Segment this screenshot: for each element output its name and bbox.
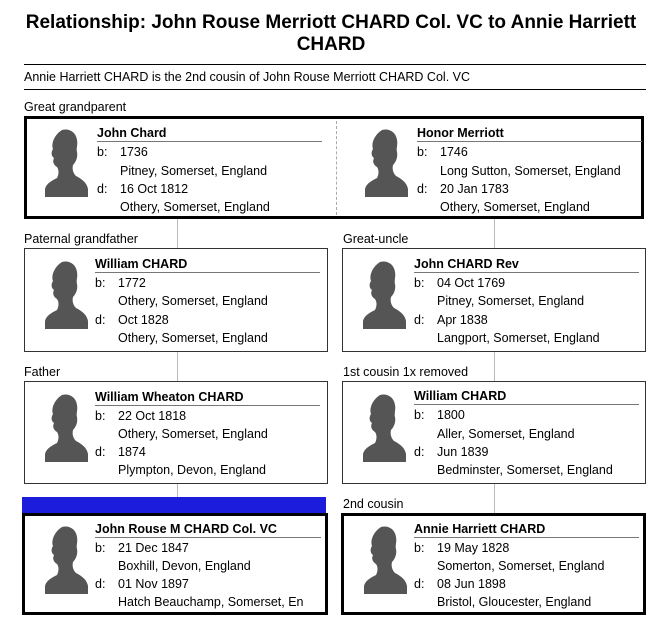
birth-date: 1772 (118, 276, 146, 290)
couple-divider (336, 121, 337, 215)
birth-date: 22 Oct 1818 (118, 409, 187, 423)
person-name[interactable]: John Chard (97, 126, 322, 142)
birth-date: 19 May 1828 (437, 541, 510, 555)
death-key: d: (95, 577, 106, 591)
person-card-william-chard-1800[interactable]: William CHARD b: 1800 Aller, Somerset, England d: Jun 1839 Bedminster, Somerset, England (342, 381, 646, 484)
death-key: d: (414, 577, 425, 591)
connector-ggp-right (494, 218, 495, 248)
relationship-summary: Annie Harriett CHARD is the 2nd cousin of John Rouse Merriott CHARD Col. VC (24, 70, 471, 84)
birth-key: b: (97, 145, 108, 159)
person-silhouette-icon (43, 127, 89, 197)
subtitle-rule-top (24, 64, 646, 65)
person-name[interactable]: Honor Merriott (417, 126, 642, 142)
birth-date: 1746 (440, 145, 468, 159)
death-key: d: (95, 313, 106, 327)
death-date: 16 Oct 1812 (120, 182, 189, 196)
birth-date: 1800 (437, 408, 465, 422)
person-card-john-rouse-chard[interactable]: John Rouse M CHARD Col. VC b: 21 Dec 1847 Boxhill, Devon, England d: 01 Nov 1897 Hatch Beauchamp, Somerset, En (22, 513, 328, 615)
birth-key: b: (414, 276, 425, 290)
death-key: d: (417, 182, 428, 196)
selected-person-highlight-bar (22, 497, 326, 513)
label-father: Father (24, 365, 61, 379)
connector-right-2-3 (494, 352, 495, 381)
connector-ggp-left (177, 218, 178, 248)
person-name[interactable]: Annie Harriett CHARD (414, 522, 639, 538)
person-card-william-chard-1772[interactable]: William CHARD b: 1772 Othery, Somerset, England d: Oct 1828 Othery, Somerset, England (24, 248, 328, 352)
death-date: 1874 (118, 445, 146, 459)
birth-key: b: (414, 541, 425, 555)
person-silhouette-icon (43, 259, 89, 329)
person-card-john-chard-rev[interactable]: John CHARD Rev b: 04 Oct 1769 Pitney, Somerset, England d: Apr 1838 Langport, Somerset, England (342, 248, 646, 352)
death-date: 20 Jan 1783 (440, 182, 509, 196)
person-silhouette-icon (43, 524, 89, 594)
death-key: d: (95, 445, 106, 459)
label-great-uncle: Great-uncle (343, 232, 409, 246)
connector-left-3-4 (177, 484, 178, 497)
person-name[interactable]: William CHARD (414, 389, 639, 405)
person-john-chard[interactable]: John Chard b: 1736 Pitney, Somerset, England d: 16 Oct 1812 Othery, Somerset, England (27, 119, 327, 216)
birth-key: b: (414, 408, 425, 422)
birth-key: b: (95, 409, 106, 423)
page-title: Relationship: John Rouse Merriott CHARD Col. VC to Annie Harriett CHARD (25, 12, 637, 55)
subtitle-rule-bottom (24, 89, 646, 90)
label-great-grandparent: Great grandparent (24, 100, 127, 114)
person-silhouette-icon (43, 392, 89, 462)
death-date: Jun 1839 (437, 445, 489, 459)
birth-date: 21 Dec 1847 (118, 541, 189, 555)
death-date: Apr 1838 (437, 313, 488, 327)
person-card-annie-harriett-chard[interactable]: Annie Harriett CHARD b: 19 May 1828 Somerton, Somerset, England d: 08 Jun 1898 Bristol, Gloucester, England (341, 513, 646, 615)
person-name[interactable]: William Wheaton CHARD (95, 390, 320, 406)
label-paternal-grandfather: Paternal grandfather (24, 232, 138, 246)
person-silhouette-icon (361, 392, 407, 462)
person-name[interactable]: John CHARD Rev (414, 257, 639, 273)
birth-key: b: (95, 541, 106, 555)
person-name[interactable]: William CHARD (95, 257, 320, 273)
person-card-william-wheaton-chard[interactable]: William Wheaton CHARD b: 22 Oct 1818 Othery, Somerset, England d: 1874 Plympton, Devon, England (24, 381, 328, 484)
birth-key: b: (417, 145, 428, 159)
person-name[interactable]: John Rouse M CHARD Col. VC (95, 522, 321, 538)
person-silhouette-icon (362, 524, 408, 594)
connector-right-3-4 (494, 484, 495, 514)
label-1st-cousin-1x-removed: 1st cousin 1x removed (343, 365, 469, 379)
death-date: 08 Jun 1898 (437, 577, 506, 591)
person-card-great-grandparents[interactable] (24, 116, 644, 219)
person-honor-merriott[interactable]: Honor Merriott b: 1746 Long Sutton, Somerset, England d: 20 Jan 1783 Othery, Somerset, England (347, 119, 647, 216)
death-key: d: (97, 182, 108, 196)
birth-date: 04 Oct 1769 (437, 276, 506, 290)
death-date: Oct 1828 (118, 313, 169, 327)
death-date: 01 Nov 1897 (118, 577, 189, 591)
birth-date: 1736 (120, 145, 148, 159)
person-silhouette-icon (363, 127, 409, 197)
connector-left-2-3 (177, 352, 178, 381)
label-2nd-cousin: 2nd cousin (343, 497, 404, 511)
person-silhouette-icon (361, 259, 407, 329)
death-key: d: (414, 313, 425, 327)
birth-key: b: (95, 276, 106, 290)
death-key: d: (414, 445, 425, 459)
